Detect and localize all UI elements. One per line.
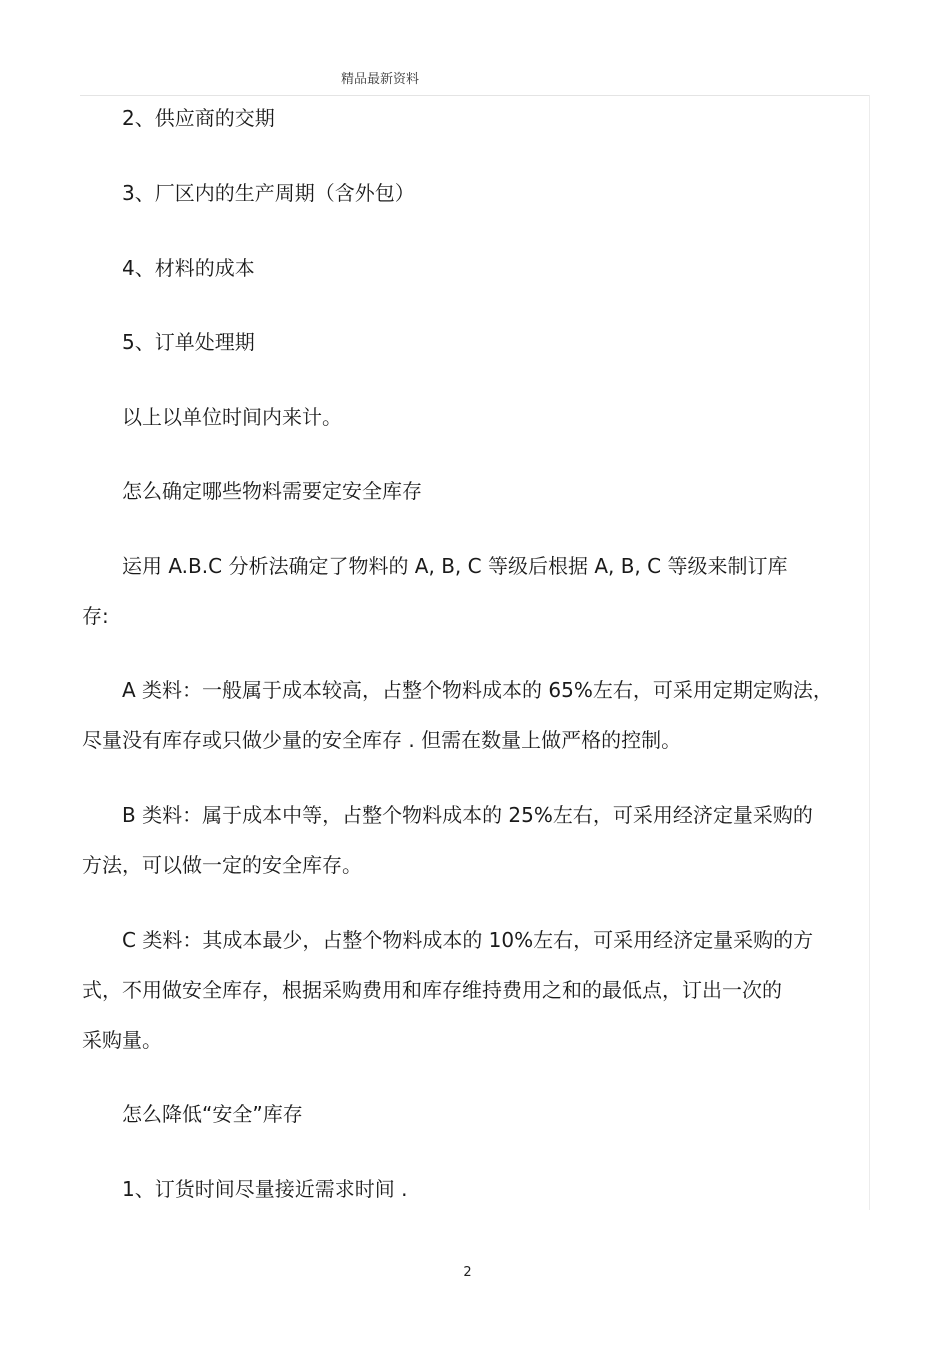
- paragraph-class-a: [82, 665, 852, 765]
- list-item-production-cycle: 3、厂区内的生产周期（含外包）: [122, 181, 415, 205]
- paragraph-line: 存:: [82, 604, 109, 628]
- section-heading-which-materials: 怎么确定哪些物料需要定安全库存: [122, 479, 422, 503]
- paragraph-class-b: [82, 790, 852, 890]
- page-number: 2: [463, 1265, 472, 1280]
- paragraph-class-c: [82, 915, 852, 1065]
- page-header: 精品最新资料: [340, 72, 419, 87]
- paragraph-abc-analysis: [82, 541, 852, 641]
- paragraph-line: 方法，可以做一定的安全库存。: [82, 853, 362, 877]
- page-right-border: [869, 95, 870, 1210]
- paragraph-line: 采购量。: [82, 1028, 162, 1052]
- paragraph-line: A 类料：一般属于成本较高，占整个物料成本的 65%左右，可采用定期定购法，: [122, 678, 833, 702]
- list-item-material-cost: 4、材料的成本: [122, 256, 255, 280]
- list-item-order-timing: 1、订货时间尽量接近需求时间 .: [122, 1177, 408, 1201]
- paragraph-line: 尽量没有库存或只做少量的安全库存 . 但需在数量上做严格的控制。: [82, 728, 682, 752]
- list-item-supplier-lead-time: 2、供应商的交期: [122, 106, 275, 130]
- paragraph-unit-time-note: 以上以单位时间内来计。: [122, 405, 342, 429]
- list-item-order-processing: 5、订单处理期: [122, 330, 255, 354]
- paragraph-line: C 类料：其成本最少，占整个物料成本的 10%左右，可采用经济定量采购的方: [122, 928, 814, 952]
- paragraph-line: 运用 A.B.C 分析法确定了物料的 A, B, C 等级后根据 A, B, C 等级来制订库: [122, 554, 788, 578]
- paragraph-line: 式，不用做安全库存，根据采购费用和库存维持费用之和的最低点，订出一次的: [82, 978, 782, 1002]
- section-heading-reduce-safety-stock: 怎么降低“安全”库存: [122, 1102, 303, 1126]
- paragraph-line: B 类料：属于成本中等，占整个物料成本的 25%左右，可采用经济定量采购的: [122, 803, 813, 827]
